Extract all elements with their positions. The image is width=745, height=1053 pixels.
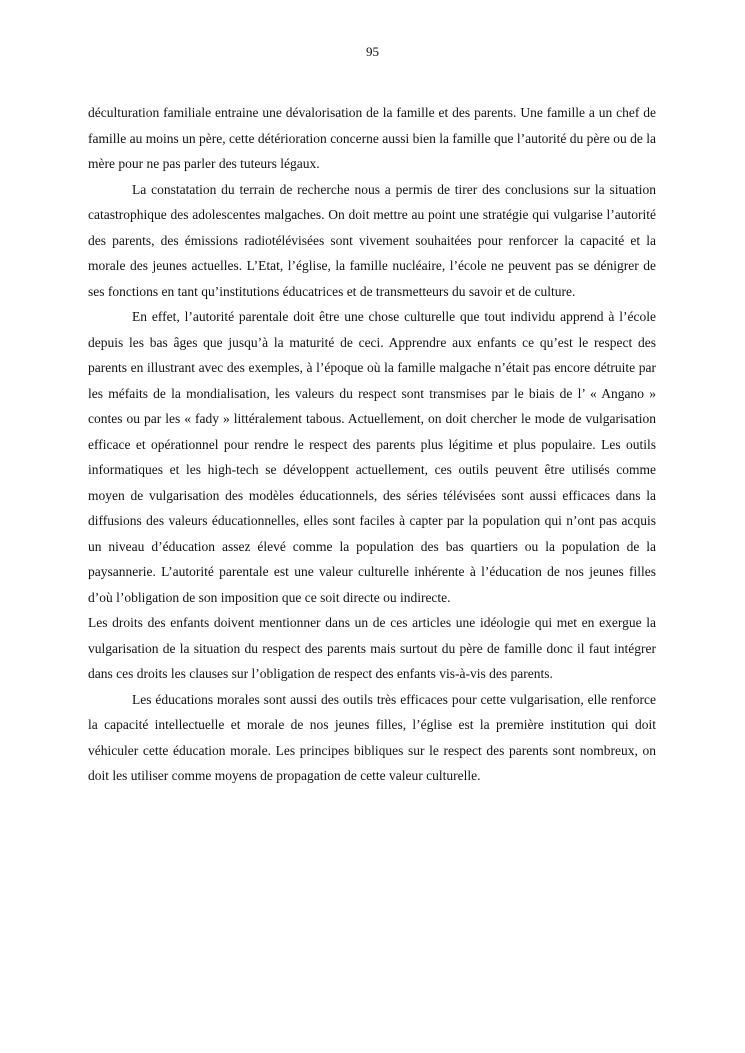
body-text bbox=[88, 100, 656, 789]
paragraph-3: En effet, l’autorité parentale doit être une chose culturelle que tout individu apprend à l’école depuis les bas âges que jusqu’à la maturité de ceci. Apprendre aux enfants ce qu’est le respect des parents en illustrant avec des exemples, à l’époque où la famille malgache n’était pas encore détruite par les méfaits de la mondialisation, les valeurs du respect sont transmises par le biais de l’ « Angano » contes ou par les « fady » littéralement tabous. Actuellement, on doit chercher le mode de vulgarisation efficace et opérationnel pour rendre le respect des parents plus légitime et plus populaire. Les outils informatiques et les high-tech se développent actuellement, ces outils peuvent être utilisés comme moyen de vulgarisation des modèles éducationnels, des séries télévisées sont aussi efficaces dans la diffusions des valeurs éducationnelles, elles sont faciles à capter par la population qui n’ont pas acquis un niveau d’éducation assez élevé comme la population des bas quartiers ou la population de la paysannerie. L’autorité parentale est une valeur culturelle inhérente à l’éducation de nos jeunes filles d’où l’obligation de son imposition que ce soit directe ou indirecte. bbox=[88, 309, 656, 605]
page-number: 95 bbox=[366, 44, 379, 59]
paragraph-4: Les droits des enfants doivent mentionner dans un de ces articles une idéologie qui met en exergue la vulgarisation de la situation du respect des parents mais surtout du père de famille donc il faut intégrer dans ces droits les clauses sur l’obligation de respect des enfants vis-à-vis des parents. bbox=[88, 615, 656, 681]
paragraph-2: La constatation du terrain de recherche nous a permis de tirer des conclusions sur la situation catastrophique des adolescentes malgaches. On doit mettre au point une stratégie qui vulgarise l’autorité des parents, des émissions radiotélévisées sont vivement souhaitées pour renforcer la capacité et la morale des jeunes actuelles. L’Etat, l’église, la famille nucléaire, l’école ne peuvent pas se dénigrer de ses fonctions en tant qu’institutions éducatrices et de transmetteurs du savoir et de culture. bbox=[88, 181, 656, 299]
paragraph-5: Les éducations morales sont aussi des outils très efficaces pour cette vulgarisation, elle renforce la capacité intellectuelle et morale de nos jeunes filles, l’église est la première institution qui doit véhiculer cette éducation morale. Les principes bibliques sur le respect des parents sont nombreux, on doit les utiliser comme moyens de propagation de cette valeur culturelle. bbox=[88, 691, 656, 783]
paragraph-1: déculturation familiale entraine une dévalorisation de la famille et des parents. Une famille a un chef de famille au moins un père, cette détérioration concerne aussi bien la famille que l’autorité du père ou de la mère pour ne pas parler des tuteurs légaux. bbox=[88, 105, 656, 171]
